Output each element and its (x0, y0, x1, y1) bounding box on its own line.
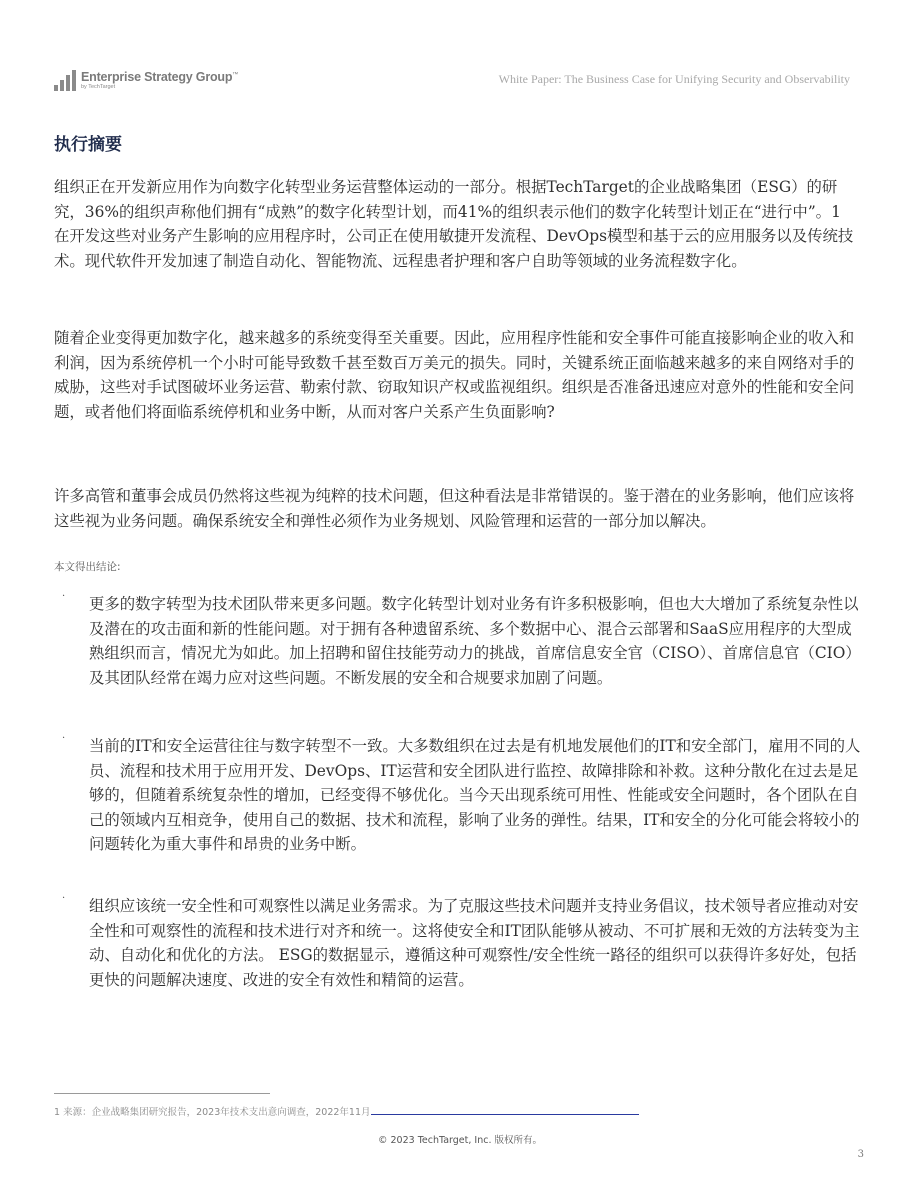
bullet-text: 当前的IT和安全运营往往与数字转型不一致。大多数组织在过去是有机地发展他们的IT和安全部门，雇用不同的人员、流程和技术用于应用开发、DevOps、IT运营和安全团队进行监控、故障排除和补救。这种分散化在过去是足够的，但随着系统复杂性的增加，已经变得不够优化。当今天出现系统可用性、性能或安全问题时，各个团队在自己的领域内互相竞争，使用自己的数据、技术和流程，影响了业务的弹性。结果，IT和安全的分化可能会将较小的问题转化为重大事件和昂贵的业务中断。 (89, 737, 861, 853)
footnote-text: 1 来源：企业战略集团研究报告，2023年技术支出意向调查，2022年11月 (54, 1107, 371, 1118)
page-number: 3 (857, 1149, 864, 1160)
document-title: White Paper: The Business Case for Unifying Security and Observability (498, 72, 850, 86)
copyright: © 2023 TechTarget, Inc. 版权所有。 (377, 1135, 542, 1146)
footnote (54, 1104, 639, 1118)
logo-trademark: ™ (232, 72, 239, 78)
bullet-marker: · (62, 591, 66, 602)
paragraph-3: 许多高管和董事会成员仍然将这些视为纯粹的技术问题，但这种看法是非常错误的。鉴于潜在的业务影响，他们应该将这些视为业务问题。确保系统安全和弹性必须作为业务规划、风险管理和运营的一部分加以解决。 (54, 487, 855, 530)
paragraph-1: 组织正在开发新应用作为向数字化转型业务运营整体运动的一部分。根据TechTarget的企业战略集团（ESG）的研究，36%的组织声称他们拥有“成熟”的数字化转型计划，而41%的组织表示他们的数字化转型计划正在“进行中”。1 在开发这些对业务产生影响的应用程序时，公司正在使用敏捷开发流程、DevOps模型和基于云的应用服务以及传统技术。现代软件开发加速了制造自动化、智能物流、远程患者护理和客户自助等领域的业务流程数字化。 (54, 178, 854, 270)
conclusions-label: 本文得出结论: (54, 561, 121, 573)
bullet-text: 组织应该统一安全性和可观察性以满足业务需求。为了克服这些技术问题并支持业务倡议，技术领导者应推动对安全性和可观察性的流程和技术进行对齐和统一。这将使安全和IT团队能够从被动、不可扩展和无效的方法转变为主动、自动化和优化的方法。 ESG的数据显示，遵循这种可观察性/安全性统一路径的组织可以获得许多好处，包括更快的问题解决速度、改进的安全有效性和精简的运营。 (89, 897, 860, 989)
bullet-text: 更多的数字转型为技术团队带来更多问题。数字化转型计划对业务有许多积极影响，但也大大增加了系统复杂性以及潜在的攻击面和新的性能问题。对于拥有各种遗留系统、多个数据中心、混合云部署和SaaS应用程序的大型成熟组织而言，情况尤为如此。加上招聘和留住技能劳动力的挑战，首席信息安全官（CISO）、首席信息官（CIO）及其团队经常在竭力应对这些问题。不断发展的安全和合规要求加剧了问题。 (89, 595, 861, 687)
paragraph-2: 随着企业变得更加数字化，越来越多的系统变得至关重要。因此，应用程序性能和安全事件可能直接影响企业的收入和利润，因为系统停机一个小时可能导致数千甚至数百万美元的损失。同时，关键系统正面临越来越多的来自网络对手的威胁，这些对手试图破坏业务运营、勒索付款、窃取知识产权或监视组织。组织是否准备迅速应对意外的性能和安全问题，或者他们将面临系统停机和业务中断，从而对客户关系产生负面影响? (54, 329, 855, 421)
section-heading: 执行摘要 (54, 135, 122, 155)
bar-chart-icon (54, 70, 76, 91)
bullet-marker: · (62, 893, 66, 904)
footnote-divider (54, 1093, 270, 1094)
logo-name: Enterprise Strategy Group (81, 70, 233, 85)
footnote-link[interactable] (371, 1104, 639, 1115)
logo-subtitle: by TechTarget (81, 84, 116, 91)
bullet-marker: · (62, 733, 66, 744)
esg-logo (54, 69, 238, 91)
